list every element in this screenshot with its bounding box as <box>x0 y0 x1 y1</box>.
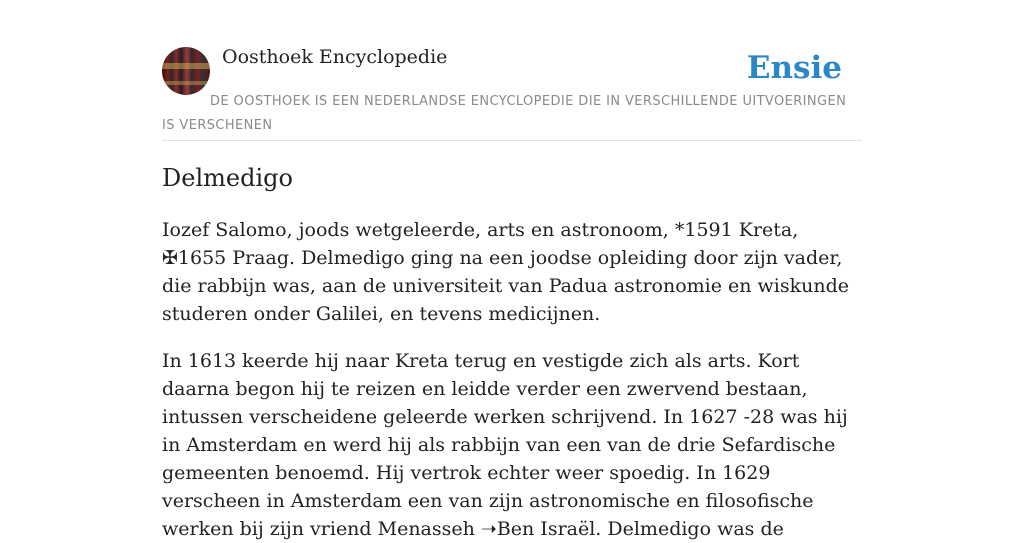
article <box>162 162 862 540</box>
article-paragraph: In 1613 keerde hij naar Kreta terug en vestigde zich als arts. Kort daarna begon hij te reizen en leidde verder een zwervend bestaan, intussen verscheidene geleerde werken schrijvend. In 1627 -28 was hij in Amsterdam en werd hij als rabbijn van een van de drie Sefardische gemeenten benoemd. Hij vertrok echter weer spoedig. In 1629 verscheen in Amsterdam een van zijn astronomische en filosofische werken bij zijn vriend Menasseh ➝Ben Israël. Delmedigo was de <box>162 350 848 540</box>
site-header <box>162 0 862 141</box>
article-paragraph: Iozef Salomo, joods wetgeleerde, arts en astronoom, *1591 Kreta, ✠1655 Praag. Delmedigo ging na een joodse opleiding door zijn vader, die rabbijn was, aan de universiteit van Padua astronomie en wiskunde studeren onder Galilei, en tevens medicijnen. <box>162 219 850 325</box>
site-tagline: DE OOSTHOEK IS EEN NEDERLANDSE ENCYCLOPEDIE DIE IN VERSCHILLENDE UITVOERINGEN IS VERSCHENEN <box>162 94 847 133</box>
site-title[interactable]: Oosthoek Encyclopedie <box>222 46 448 68</box>
article-title: Delmedigo <box>162 164 293 192</box>
ensie-logo[interactable]: Ensie <box>746 50 842 86</box>
book-spines-avatar-icon[interactable] <box>162 47 210 95</box>
